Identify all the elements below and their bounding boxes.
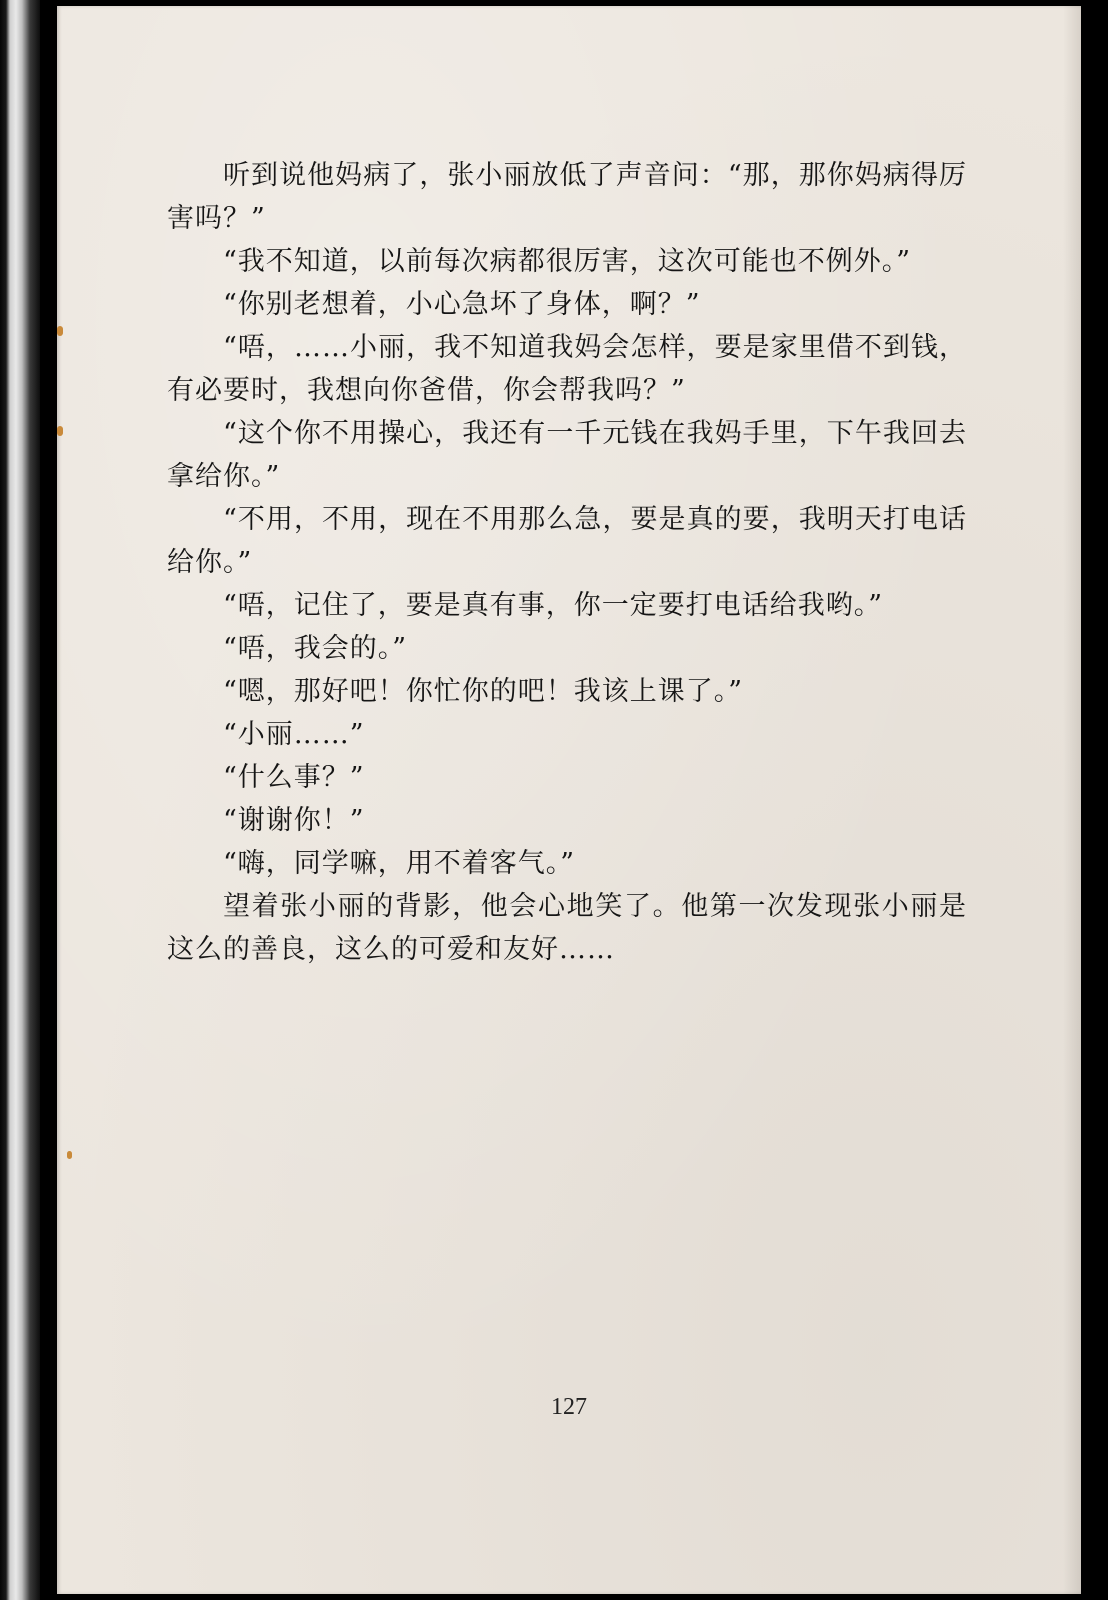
paragraph: 望着张小丽的背影，他会心地笑了。他第一次发现张小丽是这么的善良，这么的可爱和友好…… [167,891,967,965]
page-shadow-edge [1063,6,1081,1594]
paper-stain [57,326,63,336]
paragraph: “这个你不用操心，我还有一千元钱在我妈手里，下午我回去拿给你。” [167,418,967,492]
paragraph: “你别老想着，小心急坏了身体，啊？” [223,289,701,320]
paragraph: “唔，……小丽，我不知道我妈会怎样，要是家里借不到钱，有必要时，我想向你爸借，你会帮我吗？” [167,332,967,406]
book-spine-edge [0,0,40,1600]
body-text [167,154,967,971]
paragraph: “不用，不用，现在不用那么急，要是真的要，我明天打电话给你。” [167,504,967,578]
book-page [57,6,1081,1594]
paragraph: 听到说他妈病了，张小丽放低了声音问：“那，那你妈病得厉害吗？” [167,160,967,234]
paragraph: “唔，我会的。” [223,633,408,664]
paragraph: “谢谢你！” [223,805,365,836]
paper-stain [57,426,63,436]
paragraph: “唔，记住了，要是真有事，你一定要打电话给我哟。” [223,590,884,621]
paragraph: “嗯，那好吧！你忙你的吧！我该上课了。” [223,676,744,707]
page-number: 127 [551,1394,587,1420]
paper-stain [67,1151,72,1159]
paragraph: “小丽……” [223,719,365,750]
paragraph: “嗨，同学嘛，用不着客气。” [223,848,576,879]
paragraph: “我不知道，以前每次病都很厉害，这次可能也不例外。” [223,246,912,277]
paragraph: “什么事？” [223,762,365,793]
